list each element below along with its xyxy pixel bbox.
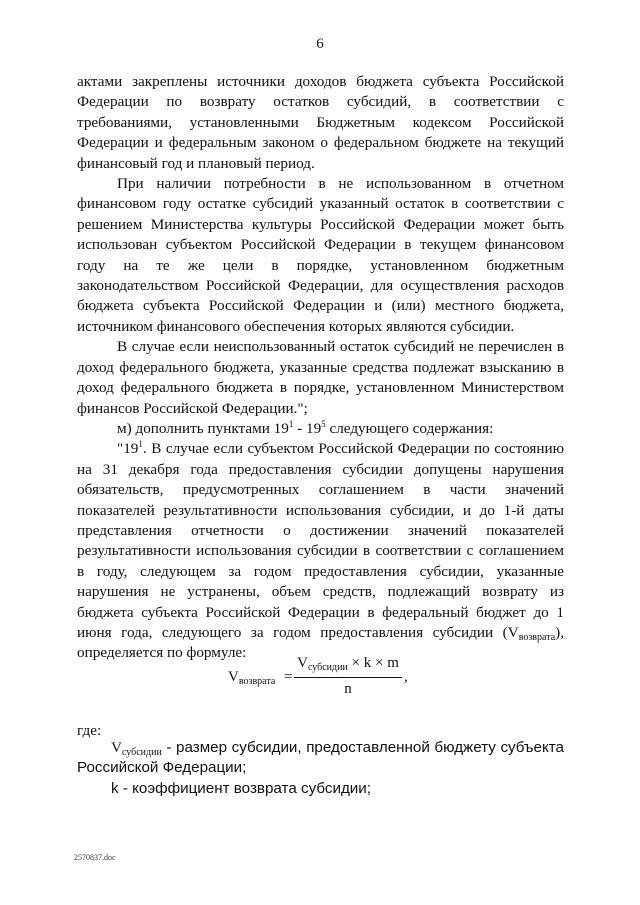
formula-equals: = [284, 669, 293, 685]
definition-v-continuation: Российской Федерации; [77, 759, 247, 777]
paragraph-recovery: В случае если неиспользованный остаток субсидий не перечислен в доход федерального бюджета, указанные средства подлежат взысканию в доход федерального бюджета в порядке, установленном Министерством финансов Российской Федерации."; [77, 338, 564, 417]
fraction-bar [294, 677, 402, 678]
footer-file-code: 2570837.doc [74, 853, 116, 862]
clause-text: . В случае если субъектом Российской Федерации по состоянию на 31 декабря года предоставления субсидии допущены нарушения обязательств, предусмотренных соглашением в части значений показателей результативности использования субсидии, и до 1-й даты представления отчетности о достижении значений показателей результативности использования субсидии в соответствии с соглашением в году, следующем за годом предоставления субсидии, указанные нарушения не устранены, объем средств, подлежащий возврату из бюджета субъекта Российской Федерации в федеральный бюджет до 1 июня года, следующего за годом предоставления субсидии (V [77, 440, 564, 641]
clause-open: "19 [117, 440, 139, 458]
definition-k-text: k - коэффициент возврата субсидии; [111, 780, 371, 797]
formula-lhs [228, 669, 275, 686]
amendment-prefix: м) дополнить пунктами 19 [117, 419, 289, 437]
definition-v-text: - размер субсидии, предоставленной бюджету субъекта [161, 739, 564, 756]
document-body [77, 72, 564, 664]
amendment-suffix: следующего содержания: [325, 419, 494, 437]
paragraph-continuation: актами закреплены источники доходов бюджета субъекта Российской Федерации по возврату остатков субсидий, в соответствии с требованиями, установленными Бюджетным кодексом Российской Федерации и федеральным законом о федеральном бюджете на текущий финансовый год и плановый период. [77, 73, 564, 172]
amendment-line [77, 419, 564, 439]
definition-v-sub: субсидии [121, 747, 162, 758]
definition-v-symbol: V [111, 739, 122, 756]
formula-lhs-sub: возврата [238, 676, 276, 687]
formula [228, 655, 418, 703]
page-number: 6 [316, 36, 324, 52]
clause-19-1 [77, 439, 564, 663]
clause-tail: ), определяется по формуле: [77, 623, 564, 662]
formula-num-sub: субсидии [307, 662, 348, 673]
where-text: где: [77, 722, 102, 739]
formula-trailing: , [404, 669, 408, 685]
formula-numerator [294, 655, 402, 672]
definition-v-line [77, 738, 564, 758]
formula-num-var: V [297, 655, 308, 671]
definition-k [77, 779, 564, 799]
paragraph-unused-balance: При наличии потребности в не использованном в отчетном финансовом году остатке субсидий указанный остаток в соответствии с решением Министерства культуры Российской Федерации может быть использован субъектом Российской Федерации в текущем финансовом году на те же цели в порядке, установленном бюджетным законодательством Российской Федерации, для осуществления расходов бюджета субъекта Российской Федерации и (или) местного бюджета, источником финансового обеспечения которых являются субсидии. [77, 175, 564, 335]
clause-sub: возврата [518, 631, 556, 643]
amendment-sup-from: 1 [288, 418, 294, 429]
formula-num-rest: × k × m [347, 655, 399, 671]
definition-v-subsidy [77, 738, 564, 779]
formula-denominator: n [344, 681, 352, 697]
clause-sup: 1 [138, 439, 143, 450]
amendment-dash: - 19 [293, 419, 322, 437]
formula-lhs-var: V [228, 669, 239, 685]
amendment-sup-to: 5 [321, 418, 326, 429]
